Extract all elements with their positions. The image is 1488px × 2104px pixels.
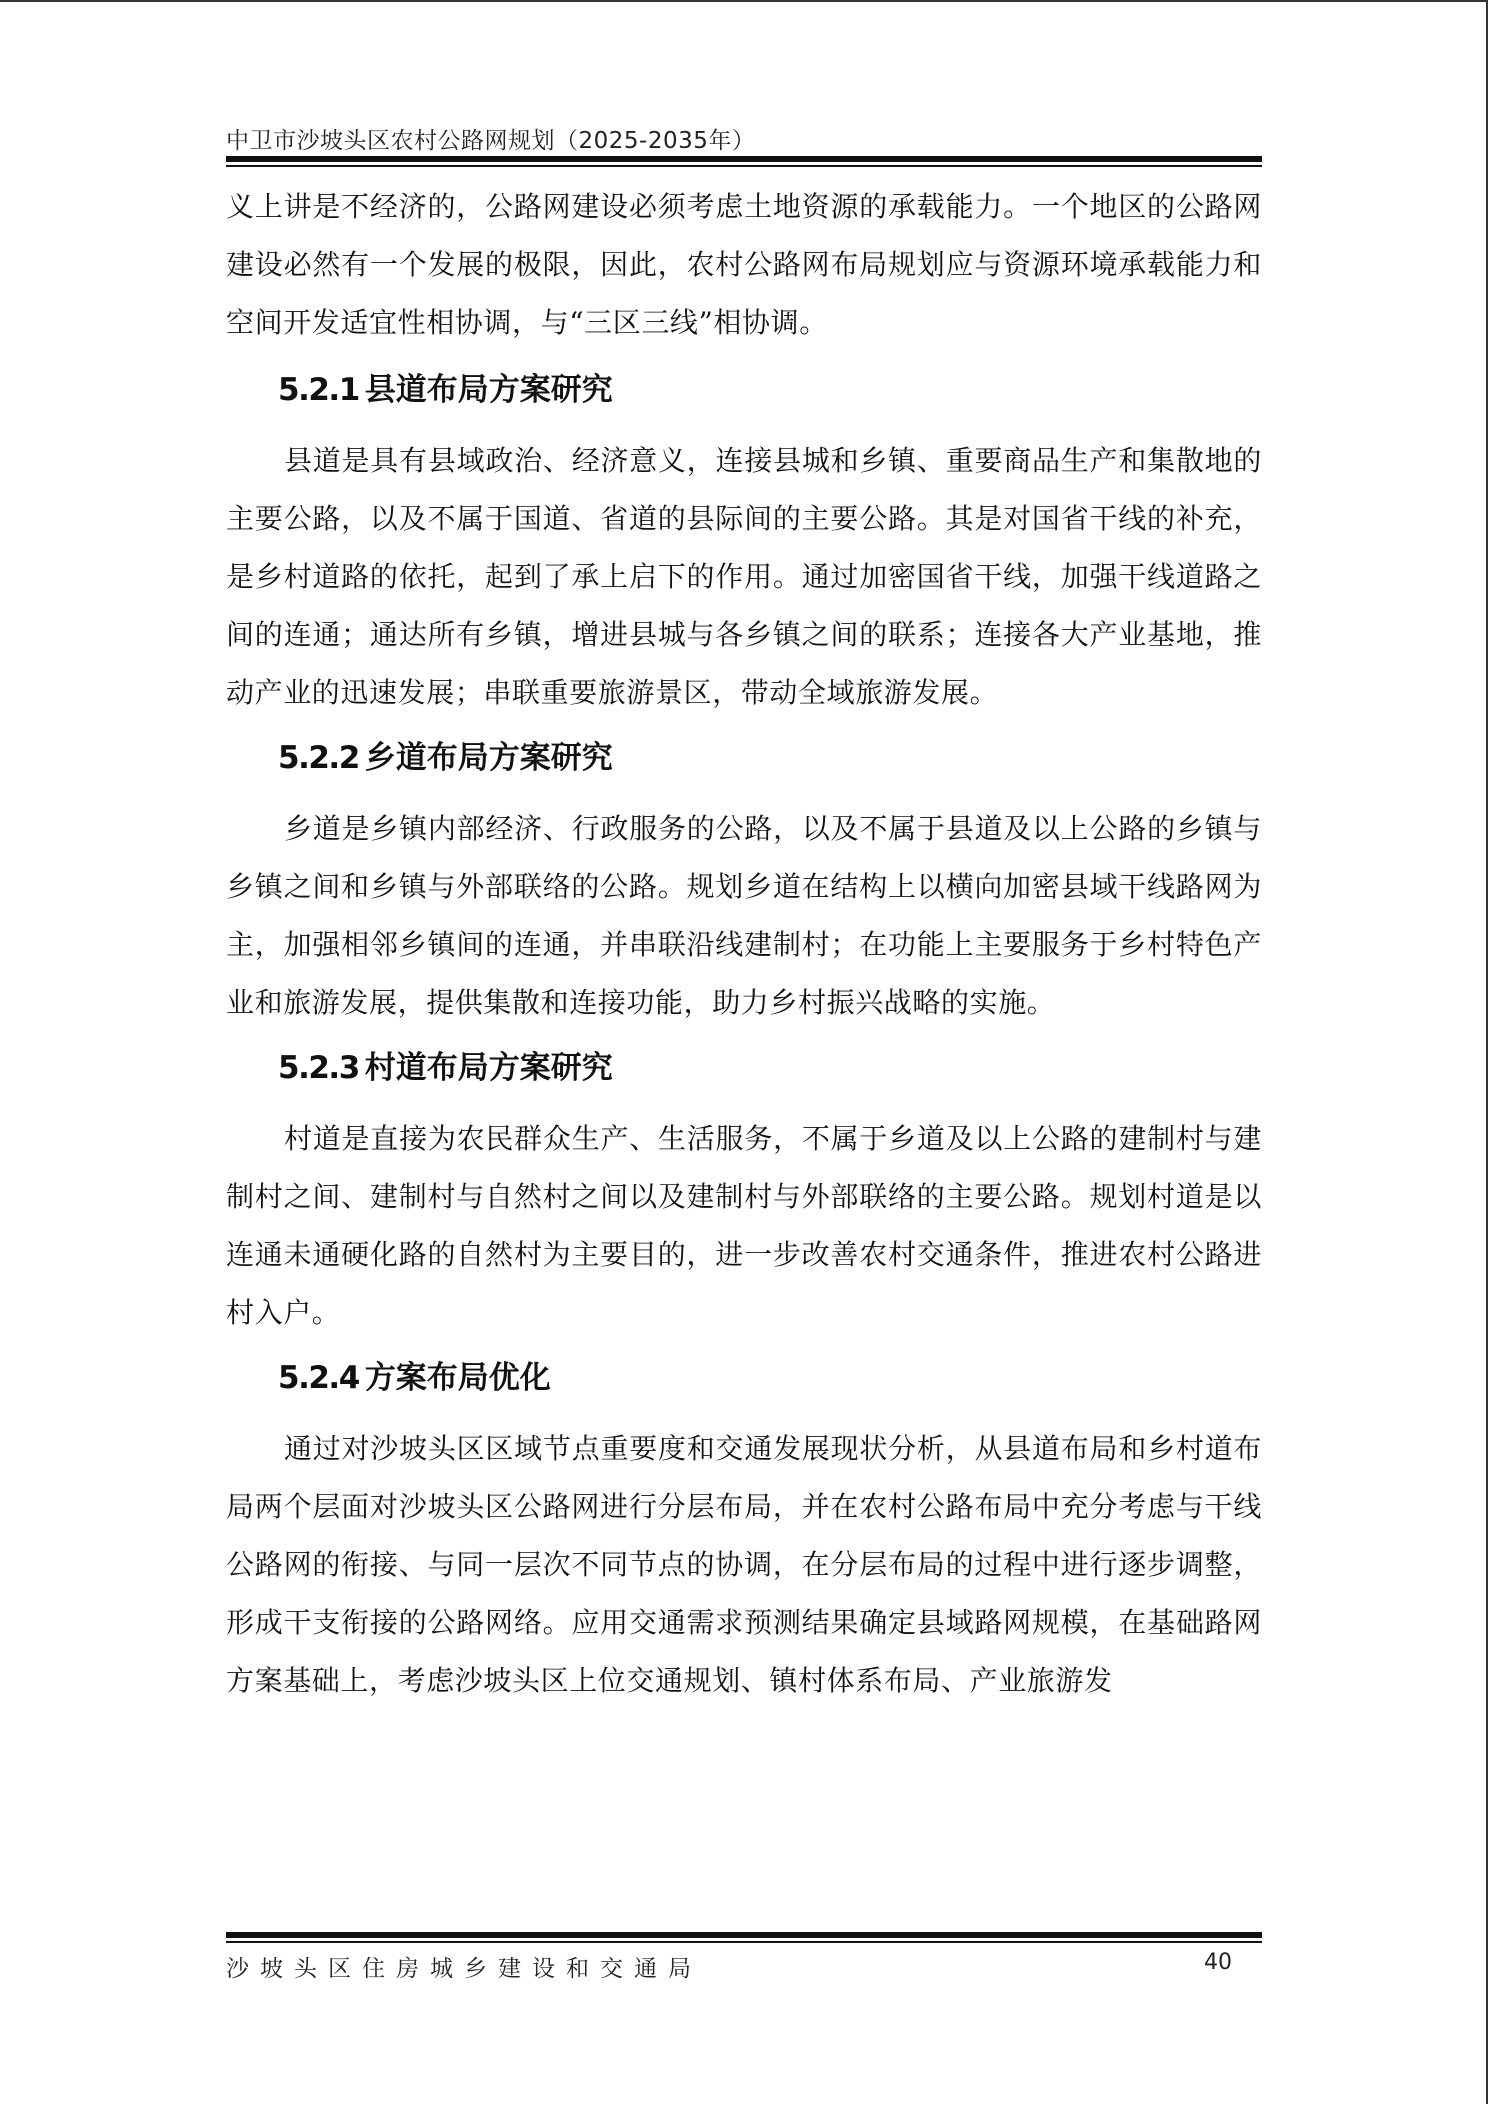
section-paragraph-5-2-1: 县道是具有县域政治、经济意义，连接县城和乡镇、重要商品生产和集散地的主要公路，以及不属于国道、省道的县际间的主要公路。其是对国省干线的补充，是乡村道路的依托，起到了承上启下的作用。通过加密国省干线，加强干线道路之间的连通；通达所有乡镇，增进县城与各乡镇之间的联系；连接各大产业基地，推动产业的迅速发展；串联重要旅游景区，带动全域旅游发展。 xyxy=(226,444,1262,709)
page-body xyxy=(226,178,1262,1710)
footer-organization: 沙坡头区住房城乡建设和交通局 xyxy=(226,1956,702,1982)
section-heading-5-2-4 xyxy=(226,1358,1262,1398)
section-heading-5-2-2 xyxy=(226,738,1262,778)
section-paragraph-5-2-4: 通过对沙坡头区区域节点重要度和交通发展现状分析，从县道布局和乡村道布局两个层面对沙坡头区公路网进行分层布局，并在农村公路布局中充分考虑与干线公路网的衔接、与同一层次不同节点的协调，在分层布局的过程中进行逐步调整，形成干支衔接的公路网络。应用交通需求预测结果确定县域路网规模，在基础路网方案基础上，考虑沙坡头区上位交通规划、镇村体系布局、产业旅游发 xyxy=(226,1432,1262,1697)
section-heading-5-2-3 xyxy=(226,1048,1262,1088)
intro-paragraph: 义上讲是不经济的，公路网建设必须考虑土地资源的承载能力。一个地区的公路网建设必然有一个发展的极限，因此，农村公路网布局规划应与资源环境承载能力和空间开发适宜性相协调，与“三区三线”相协调。 xyxy=(226,190,1262,339)
footer-rule xyxy=(226,1932,1262,1943)
section-title: 乡道布局方案研究 xyxy=(364,740,613,776)
section-number: 5.2.3 xyxy=(278,1050,359,1086)
section-heading-5-2-1 xyxy=(226,370,1262,410)
section-title: 方案布局优化 xyxy=(364,1360,551,1396)
section-number: 5.2.1 xyxy=(278,372,359,408)
header-rule xyxy=(226,156,1262,167)
running-header xyxy=(226,122,1262,155)
page-number: 40 xyxy=(1204,1950,1232,1975)
section-number: 5.2.2 xyxy=(278,740,359,776)
section-title: 村道布局方案研究 xyxy=(364,1050,613,1086)
section-paragraph-5-2-3: 村道是直接为农民群众生产、生活服务，不属于乡道及以上公路的建制村与建制村之间、建制村与自然村之间以及建制村与外部联络的主要公路。规划村道是以连通未通硬化路的自然村为主要目的，进一步改善农村交通条件，推进农村公路进村入户。 xyxy=(226,1122,1262,1329)
page-border-top xyxy=(0,0,1488,2)
running-footer xyxy=(226,1950,1262,1983)
header-title: 中卫市沙坡头区农村公路网规划（2025-2035年） xyxy=(226,128,756,154)
section-title: 县道布局方案研究 xyxy=(364,372,613,408)
section-paragraph-5-2-2: 乡道是乡镇内部经济、行政服务的公路，以及不属于县道及以上公路的乡镇与乡镇之间和乡镇与外部联络的公路。规划乡道在结构上以横向加密县域干线路网为主，加强相邻乡镇间的连通，并串联沿线建制村；在功能上主要服务于乡村特色产业和旅游发展，提供集散和连接功能，助力乡村振兴战略的实施。 xyxy=(226,812,1262,1019)
section-number: 5.2.4 xyxy=(278,1360,359,1396)
